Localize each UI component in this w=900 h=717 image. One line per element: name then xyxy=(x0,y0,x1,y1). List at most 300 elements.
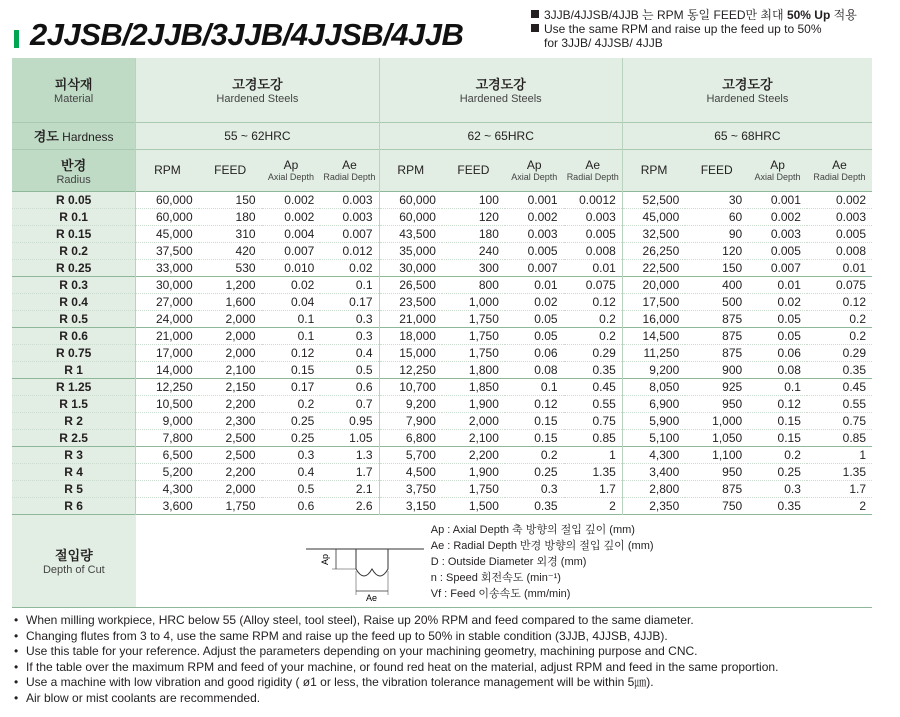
value-cell: 0.075 xyxy=(564,276,623,293)
value-cell: 1.35 xyxy=(564,463,623,480)
value-cell: 150 xyxy=(685,259,748,276)
table-row xyxy=(12,497,872,514)
value-cell: 0.3 xyxy=(320,310,379,327)
accent-bar xyxy=(14,30,19,48)
value-cell: 0.5 xyxy=(320,361,379,378)
col-feed-label: FEED xyxy=(700,163,733,177)
table-row xyxy=(12,225,872,242)
value-cell: 120 xyxy=(442,208,505,225)
value-cell: 0.3 xyxy=(505,480,564,497)
value-cell: 2,150 xyxy=(199,378,262,395)
value-cell: 0.01 xyxy=(505,276,564,293)
col-ap-label: Ap xyxy=(526,158,542,172)
value-cell: 1,750 xyxy=(442,327,505,344)
value-cell: 0.15 xyxy=(505,412,564,429)
page-header xyxy=(0,0,900,60)
value-cell: 21,000 xyxy=(379,310,442,327)
col-ap-sub: Axial Depth xyxy=(511,172,558,182)
value-cell: 0.06 xyxy=(505,344,564,361)
bullet-square-icon xyxy=(531,24,539,32)
value-cell: 0.1 xyxy=(262,310,321,327)
value-cell: 0.75 xyxy=(807,412,872,429)
value-cell: 0.25 xyxy=(505,463,564,480)
value-cell: 1,500 xyxy=(442,497,505,514)
value-cell: 0.02 xyxy=(505,293,564,310)
value-cell: 0.002 xyxy=(262,191,321,208)
footnote-text: Air blow or mist coolants are recommended. xyxy=(26,690,261,705)
value-cell: 2,000 xyxy=(199,310,262,327)
col-ap-label: Ap xyxy=(283,158,299,172)
legend-n: n : Speed 회전속도 (min⁻¹) xyxy=(430,571,561,584)
radius-cell: R 6 xyxy=(12,497,136,514)
value-cell: 5,900 xyxy=(622,412,685,429)
col-ae-sub: Radial Depth xyxy=(323,172,376,182)
material-label-kr: 피삭재 xyxy=(54,77,93,93)
value-cell: 10,700 xyxy=(379,378,442,395)
col-ae-label: Ae xyxy=(585,158,601,172)
radius-cell: R 5 xyxy=(12,480,136,497)
hardness-row xyxy=(12,122,872,149)
value-cell: 90 xyxy=(685,225,748,242)
value-cell: 24,000 xyxy=(136,310,199,327)
group-1-material xyxy=(136,58,379,122)
value-cell: 0.007 xyxy=(748,259,807,276)
value-cell: 2.1 xyxy=(320,480,379,497)
value-cell: 0.003 xyxy=(320,191,379,208)
depth-label-en: Depth of Cut xyxy=(42,564,105,576)
depth-label-cell xyxy=(12,514,136,607)
value-cell: 9,200 xyxy=(379,395,442,412)
col-rpm xyxy=(379,149,442,191)
group-material-kr: 고경도강 xyxy=(475,77,526,93)
note-kr-bold: 50% Up xyxy=(786,8,831,22)
value-cell: 0.008 xyxy=(807,242,872,259)
value-cell: 3,150 xyxy=(379,497,442,514)
footnote: • If the table over the maximum RPM and feed of your machine, or found red heat on the material, adjust RPM and feed in the same proportion. xyxy=(14,659,779,674)
value-cell: 0.85 xyxy=(564,429,623,446)
material-label-cell xyxy=(12,58,136,122)
value-cell: 3,600 xyxy=(136,497,199,514)
note-en-1: Use the same RPM and raise up the feed up to 50% xyxy=(544,22,822,36)
value-cell: 530 xyxy=(199,259,262,276)
value-cell: 1,750 xyxy=(199,497,262,514)
value-cell: 1.05 xyxy=(320,429,379,446)
col-ae-label: Ae xyxy=(832,158,847,172)
value-cell: 0.003 xyxy=(564,208,623,225)
value-cell: 0.1 xyxy=(748,378,807,395)
footnote: • Air blow or mist coolants are recommended. xyxy=(14,690,261,705)
value-cell: 21,000 xyxy=(136,327,199,344)
value-cell: 1,750 xyxy=(442,480,505,497)
value-cell: 2,500 xyxy=(199,446,262,463)
value-cell: 0.0012 xyxy=(564,191,623,208)
value-cell: 30 xyxy=(685,191,748,208)
value-cell: 0.15 xyxy=(748,412,807,429)
table-row xyxy=(12,412,872,429)
value-cell: 180 xyxy=(199,208,262,225)
value-cell: 1,200 xyxy=(199,276,262,293)
value-cell: 400 xyxy=(685,276,748,293)
material-row xyxy=(12,58,872,122)
value-cell: 0.12 xyxy=(505,395,564,412)
value-cell: 0.35 xyxy=(807,361,872,378)
col-ae xyxy=(320,149,379,191)
value-cell: 1,050 xyxy=(685,429,748,446)
value-cell: 900 xyxy=(685,361,748,378)
group-2-material xyxy=(379,58,622,122)
depth-of-cut-diagram xyxy=(296,521,436,601)
value-cell: 37,500 xyxy=(136,242,199,259)
value-cell: 950 xyxy=(685,463,748,480)
radius-label-en: Radius xyxy=(56,173,91,186)
value-cell: 310 xyxy=(199,225,262,242)
value-cell: 0.1 xyxy=(505,378,564,395)
value-cell: 0.05 xyxy=(748,310,807,327)
col-feed xyxy=(685,149,748,191)
footnote: • When milling workpiece, HRC below 55 (Alloy steel, tool steel), Raise up 20% RPM and feed compared to the same diameter. xyxy=(14,613,694,627)
value-cell: 0.2 xyxy=(807,327,872,344)
table-row xyxy=(12,344,872,361)
value-cell: 60,000 xyxy=(379,191,442,208)
table-row xyxy=(12,463,872,480)
table-row xyxy=(12,378,872,395)
cutting-conditions-table xyxy=(12,58,872,608)
value-cell: 0.35 xyxy=(748,497,807,514)
value-cell: 0.2 xyxy=(564,310,623,327)
value-cell: 12,250 xyxy=(136,378,199,395)
value-cell: 0.008 xyxy=(564,242,623,259)
value-cell: 750 xyxy=(685,497,748,514)
value-cell: 0.003 xyxy=(807,208,872,225)
value-cell: 18,000 xyxy=(379,327,442,344)
value-cell: 22,500 xyxy=(622,259,685,276)
value-cell: 0.1 xyxy=(320,276,379,293)
col-ae-sub: Radial Depth xyxy=(813,172,866,182)
legend-vf: Vf : Feed 이송속도 (mm/min) xyxy=(430,587,571,600)
radius-cell: R 1 xyxy=(12,361,136,378)
value-cell: 0.02 xyxy=(748,293,807,310)
value-cell: 4,300 xyxy=(622,446,685,463)
value-cell: 0.3 xyxy=(748,480,807,497)
note-korean xyxy=(531,8,857,22)
value-cell: 1,000 xyxy=(685,412,748,429)
table-row xyxy=(12,191,872,208)
footnote-text: Use this table for your reference. Adjust the parameters depending on your machining geometry, machining purpose and CNC. xyxy=(26,644,698,659)
value-cell: 0.012 xyxy=(320,242,379,259)
value-cell: 1,800 xyxy=(442,361,505,378)
radius-cell: R 0.4 xyxy=(12,293,136,310)
value-cell: 1,000 xyxy=(442,293,505,310)
value-cell: 16,000 xyxy=(622,310,685,327)
value-cell: 0.01 xyxy=(748,276,807,293)
legend-d: D : Outside Diameter 외경 (mm) xyxy=(430,555,587,568)
value-cell: 0.05 xyxy=(505,327,564,344)
value-cell: 0.75 xyxy=(564,412,623,429)
value-cell: 26,250 xyxy=(622,242,685,259)
value-cell: 0.35 xyxy=(564,361,623,378)
value-cell: 2,000 xyxy=(199,344,262,361)
value-cell: 2,100 xyxy=(442,429,505,446)
value-cell: 0.45 xyxy=(564,378,623,395)
value-cell: 0.29 xyxy=(807,344,872,361)
value-cell: 10,500 xyxy=(136,395,199,412)
value-cell: 0.01 xyxy=(807,259,872,276)
value-cell: 950 xyxy=(685,395,748,412)
table-row xyxy=(12,310,872,327)
value-cell: 1,850 xyxy=(442,378,505,395)
value-cell: 7,900 xyxy=(379,412,442,429)
value-cell: 1.3 xyxy=(320,446,379,463)
value-cell: 5,100 xyxy=(622,429,685,446)
legend-ap: Ap : Axial Depth 축 방향의 절입 깊이 (mm) xyxy=(430,523,635,536)
value-cell: 2 xyxy=(807,497,872,514)
value-cell: 12,250 xyxy=(379,361,442,378)
value-cell: 2,000 xyxy=(199,480,262,497)
value-cell: 875 xyxy=(685,480,748,497)
col-feed-label: FEED xyxy=(457,163,490,177)
note-english-1 xyxy=(531,22,857,36)
radius-cell: R 0.5 xyxy=(12,310,136,327)
value-cell: 0.04 xyxy=(262,293,321,310)
value-cell: 0.003 xyxy=(748,225,807,242)
value-cell: 14,000 xyxy=(136,361,199,378)
table-row xyxy=(12,480,872,497)
value-cell: 17,000 xyxy=(136,344,199,361)
value-cell: 0.001 xyxy=(505,191,564,208)
value-cell: 0.08 xyxy=(748,361,807,378)
value-cell: 0.29 xyxy=(564,344,623,361)
table-row xyxy=(12,259,872,276)
value-cell: 0.85 xyxy=(807,429,872,446)
col-ae-label: Ae xyxy=(342,158,357,172)
value-cell: 0.2 xyxy=(564,327,623,344)
value-cell: 3,750 xyxy=(379,480,442,497)
header-notes xyxy=(531,8,857,50)
value-cell: 0.005 xyxy=(505,242,564,259)
value-cell: 0.007 xyxy=(505,259,564,276)
footnote: • Use this table for your reference. Adjust the parameters depending on your machining geometry, machining purpose and CNC. xyxy=(14,644,698,659)
value-cell: 0.08 xyxy=(505,361,564,378)
value-cell: 0.45 xyxy=(807,378,872,395)
group-material-en: Hardened Steels xyxy=(216,93,299,106)
value-cell: 1,600 xyxy=(199,293,262,310)
value-cell: 0.6 xyxy=(320,378,379,395)
col-ap-sub: Axial Depth xyxy=(267,172,314,182)
value-cell: 150 xyxy=(199,191,262,208)
radius-cell: R 1.25 xyxy=(12,378,136,395)
note-english-2 xyxy=(531,36,857,50)
value-cell: 5,200 xyxy=(136,463,199,480)
footnote-text: If the table over the maximum RPM and feed of your machine, or found red heat on the material, adjust RPM and feed in the same proportion. xyxy=(26,659,779,674)
value-cell: 1.7 xyxy=(807,480,872,497)
value-cell: 0.002 xyxy=(807,191,872,208)
value-cell: 0.001 xyxy=(748,191,807,208)
radius-cell: R 0.1 xyxy=(12,208,136,225)
value-cell: 0.25 xyxy=(262,412,321,429)
value-cell: 0.17 xyxy=(262,378,321,395)
group-1-hardness: 55 ~ 62HRC xyxy=(136,122,379,149)
value-cell: 2,800 xyxy=(622,480,685,497)
value-cell: 1 xyxy=(564,446,623,463)
value-cell: 875 xyxy=(685,310,748,327)
value-cell: 1,100 xyxy=(685,446,748,463)
footnote: • Changing flutes from 3 to 4, use the same RPM and raise up the feed up to 50% in stable condition (3JJB, 4JJSB, 4JJB). xyxy=(14,628,668,643)
col-ap xyxy=(262,149,321,191)
value-cell: 30,000 xyxy=(379,259,442,276)
value-cell: 420 xyxy=(199,242,262,259)
value-cell: 30,000 xyxy=(136,276,199,293)
value-cell: 14,500 xyxy=(622,327,685,344)
col-ae-sub: Radial Depth xyxy=(566,172,619,182)
group-3-hardness: 65 ~ 68HRC xyxy=(622,122,872,149)
value-cell: 120 xyxy=(685,242,748,259)
group-3-material xyxy=(622,58,872,122)
radius-cell: R 4 xyxy=(12,463,136,480)
value-cell: 0.4 xyxy=(262,463,321,480)
ap-label: Ap xyxy=(319,553,330,565)
value-cell: 180 xyxy=(442,225,505,242)
value-cell: 26,500 xyxy=(379,276,442,293)
hardness-label-cell xyxy=(12,122,136,149)
value-cell: 0.05 xyxy=(748,327,807,344)
value-cell: 32,500 xyxy=(622,225,685,242)
value-cell: 35,000 xyxy=(379,242,442,259)
value-cell: 60,000 xyxy=(136,208,199,225)
footnotes xyxy=(14,613,778,707)
table-row xyxy=(12,242,872,259)
value-cell: 0.005 xyxy=(748,242,807,259)
radius-label-kr: 반경 xyxy=(61,157,87,173)
value-cell: 6,500 xyxy=(136,446,199,463)
footnote: • Use a machine with low vibration and good rigidity ( ø1 or less, the vibration tolerance management will be within 5㎛). xyxy=(14,675,654,690)
radius-cell: R 0.3 xyxy=(12,276,136,293)
value-cell: 15,000 xyxy=(379,344,442,361)
col-ae xyxy=(564,149,623,191)
table-row xyxy=(12,446,872,463)
radius-cell: R 0.6 xyxy=(12,327,136,344)
value-cell: 6,900 xyxy=(622,395,685,412)
value-cell: 2,000 xyxy=(442,412,505,429)
group-material-en: Hardened Steels xyxy=(706,93,789,106)
value-cell: 5,700 xyxy=(379,446,442,463)
value-cell: 0.55 xyxy=(807,395,872,412)
note-kr-suffix: 적용 xyxy=(833,8,857,22)
radius-cell: R 0.75 xyxy=(12,344,136,361)
value-cell: 1,750 xyxy=(442,344,505,361)
value-cell: 1.7 xyxy=(564,480,623,497)
value-cell: 0.2 xyxy=(807,310,872,327)
value-cell: 2,000 xyxy=(199,327,262,344)
value-cell: 875 xyxy=(685,344,748,361)
value-cell: 0.12 xyxy=(564,293,623,310)
depth-label-kr: 절입량 xyxy=(55,548,93,563)
radius-cell: R 0.25 xyxy=(12,259,136,276)
value-cell: 4,300 xyxy=(136,480,199,497)
col-ae xyxy=(807,149,872,191)
value-cell: 0.12 xyxy=(807,293,872,310)
col-ap-label: Ap xyxy=(770,158,785,172)
value-cell: 0.2 xyxy=(748,446,807,463)
value-cell: 0.25 xyxy=(748,463,807,480)
value-cell: 500 xyxy=(685,293,748,310)
radius-cell: R 2.5 xyxy=(12,429,136,446)
col-ap xyxy=(505,149,564,191)
group-2-hardness: 62 ~ 65HRC xyxy=(379,122,622,149)
value-cell: 43,500 xyxy=(379,225,442,242)
value-cell: 9,200 xyxy=(622,361,685,378)
value-cell: 2,200 xyxy=(199,463,262,480)
col-feed xyxy=(442,149,505,191)
value-cell: 0.6 xyxy=(262,497,321,514)
group-material-en: Hardened Steels xyxy=(459,93,542,106)
value-cell: 1.35 xyxy=(807,463,872,480)
value-cell: 33,000 xyxy=(136,259,199,276)
value-cell: 0.2 xyxy=(262,395,321,412)
value-cell: 0.25 xyxy=(262,429,321,446)
value-cell: 0.007 xyxy=(320,225,379,242)
value-cell: 875 xyxy=(685,327,748,344)
value-cell: 4,500 xyxy=(379,463,442,480)
value-cell: 0.002 xyxy=(262,208,321,225)
value-cell: 2 xyxy=(564,497,623,514)
value-cell: 0.2 xyxy=(505,446,564,463)
value-cell: 2,500 xyxy=(199,429,262,446)
value-cell: 0.003 xyxy=(320,208,379,225)
value-cell: 0.55 xyxy=(564,395,623,412)
value-cell: 1,900 xyxy=(442,395,505,412)
value-cell: 300 xyxy=(442,259,505,276)
value-cell: 2,350 xyxy=(622,497,685,514)
value-cell: 0.01 xyxy=(564,259,623,276)
value-cell: 2.6 xyxy=(320,497,379,514)
bullet-square-icon xyxy=(531,10,539,18)
table-row xyxy=(12,276,872,293)
value-cell: 0.7 xyxy=(320,395,379,412)
value-cell: 2,100 xyxy=(199,361,262,378)
value-cell: 0.3 xyxy=(320,327,379,344)
footnote-text: When milling workpiece, HRC below 55 (Alloy steel, tool steel), Raise up 20% RPM and feed compared to the same diameter. xyxy=(26,613,694,627)
value-cell: 0.007 xyxy=(262,242,321,259)
value-cell: 800 xyxy=(442,276,505,293)
value-cell: 0.15 xyxy=(505,429,564,446)
value-cell: 240 xyxy=(442,242,505,259)
col-rpm-label: RPM xyxy=(397,163,425,177)
page-title: 2JJSB/2JJB/3JJB/4JJSB/4JJB xyxy=(30,17,464,52)
value-cell: 20,000 xyxy=(622,276,685,293)
value-cell: 11,250 xyxy=(622,344,685,361)
radius-cell: R 2 xyxy=(12,412,136,429)
value-cell: 100 xyxy=(442,191,505,208)
value-cell: 45,000 xyxy=(622,208,685,225)
table-row xyxy=(12,429,872,446)
depth-legend xyxy=(431,522,654,602)
value-cell: 925 xyxy=(685,378,748,395)
table-row xyxy=(12,395,872,412)
col-ap xyxy=(748,149,807,191)
value-cell: 7,800 xyxy=(136,429,199,446)
value-cell: 9,000 xyxy=(136,412,199,429)
value-cell: 27,000 xyxy=(136,293,199,310)
value-cell: 0.005 xyxy=(807,225,872,242)
radius-cell: R 0.15 xyxy=(12,225,136,242)
col-ap-sub: Axial Depth xyxy=(754,172,801,182)
value-cell: 8,050 xyxy=(622,378,685,395)
value-cell: 17,500 xyxy=(622,293,685,310)
hardness-label-en: Hardness xyxy=(62,130,114,144)
value-cell: 52,500 xyxy=(622,191,685,208)
col-rpm xyxy=(136,149,199,191)
value-cell: 6,800 xyxy=(379,429,442,446)
